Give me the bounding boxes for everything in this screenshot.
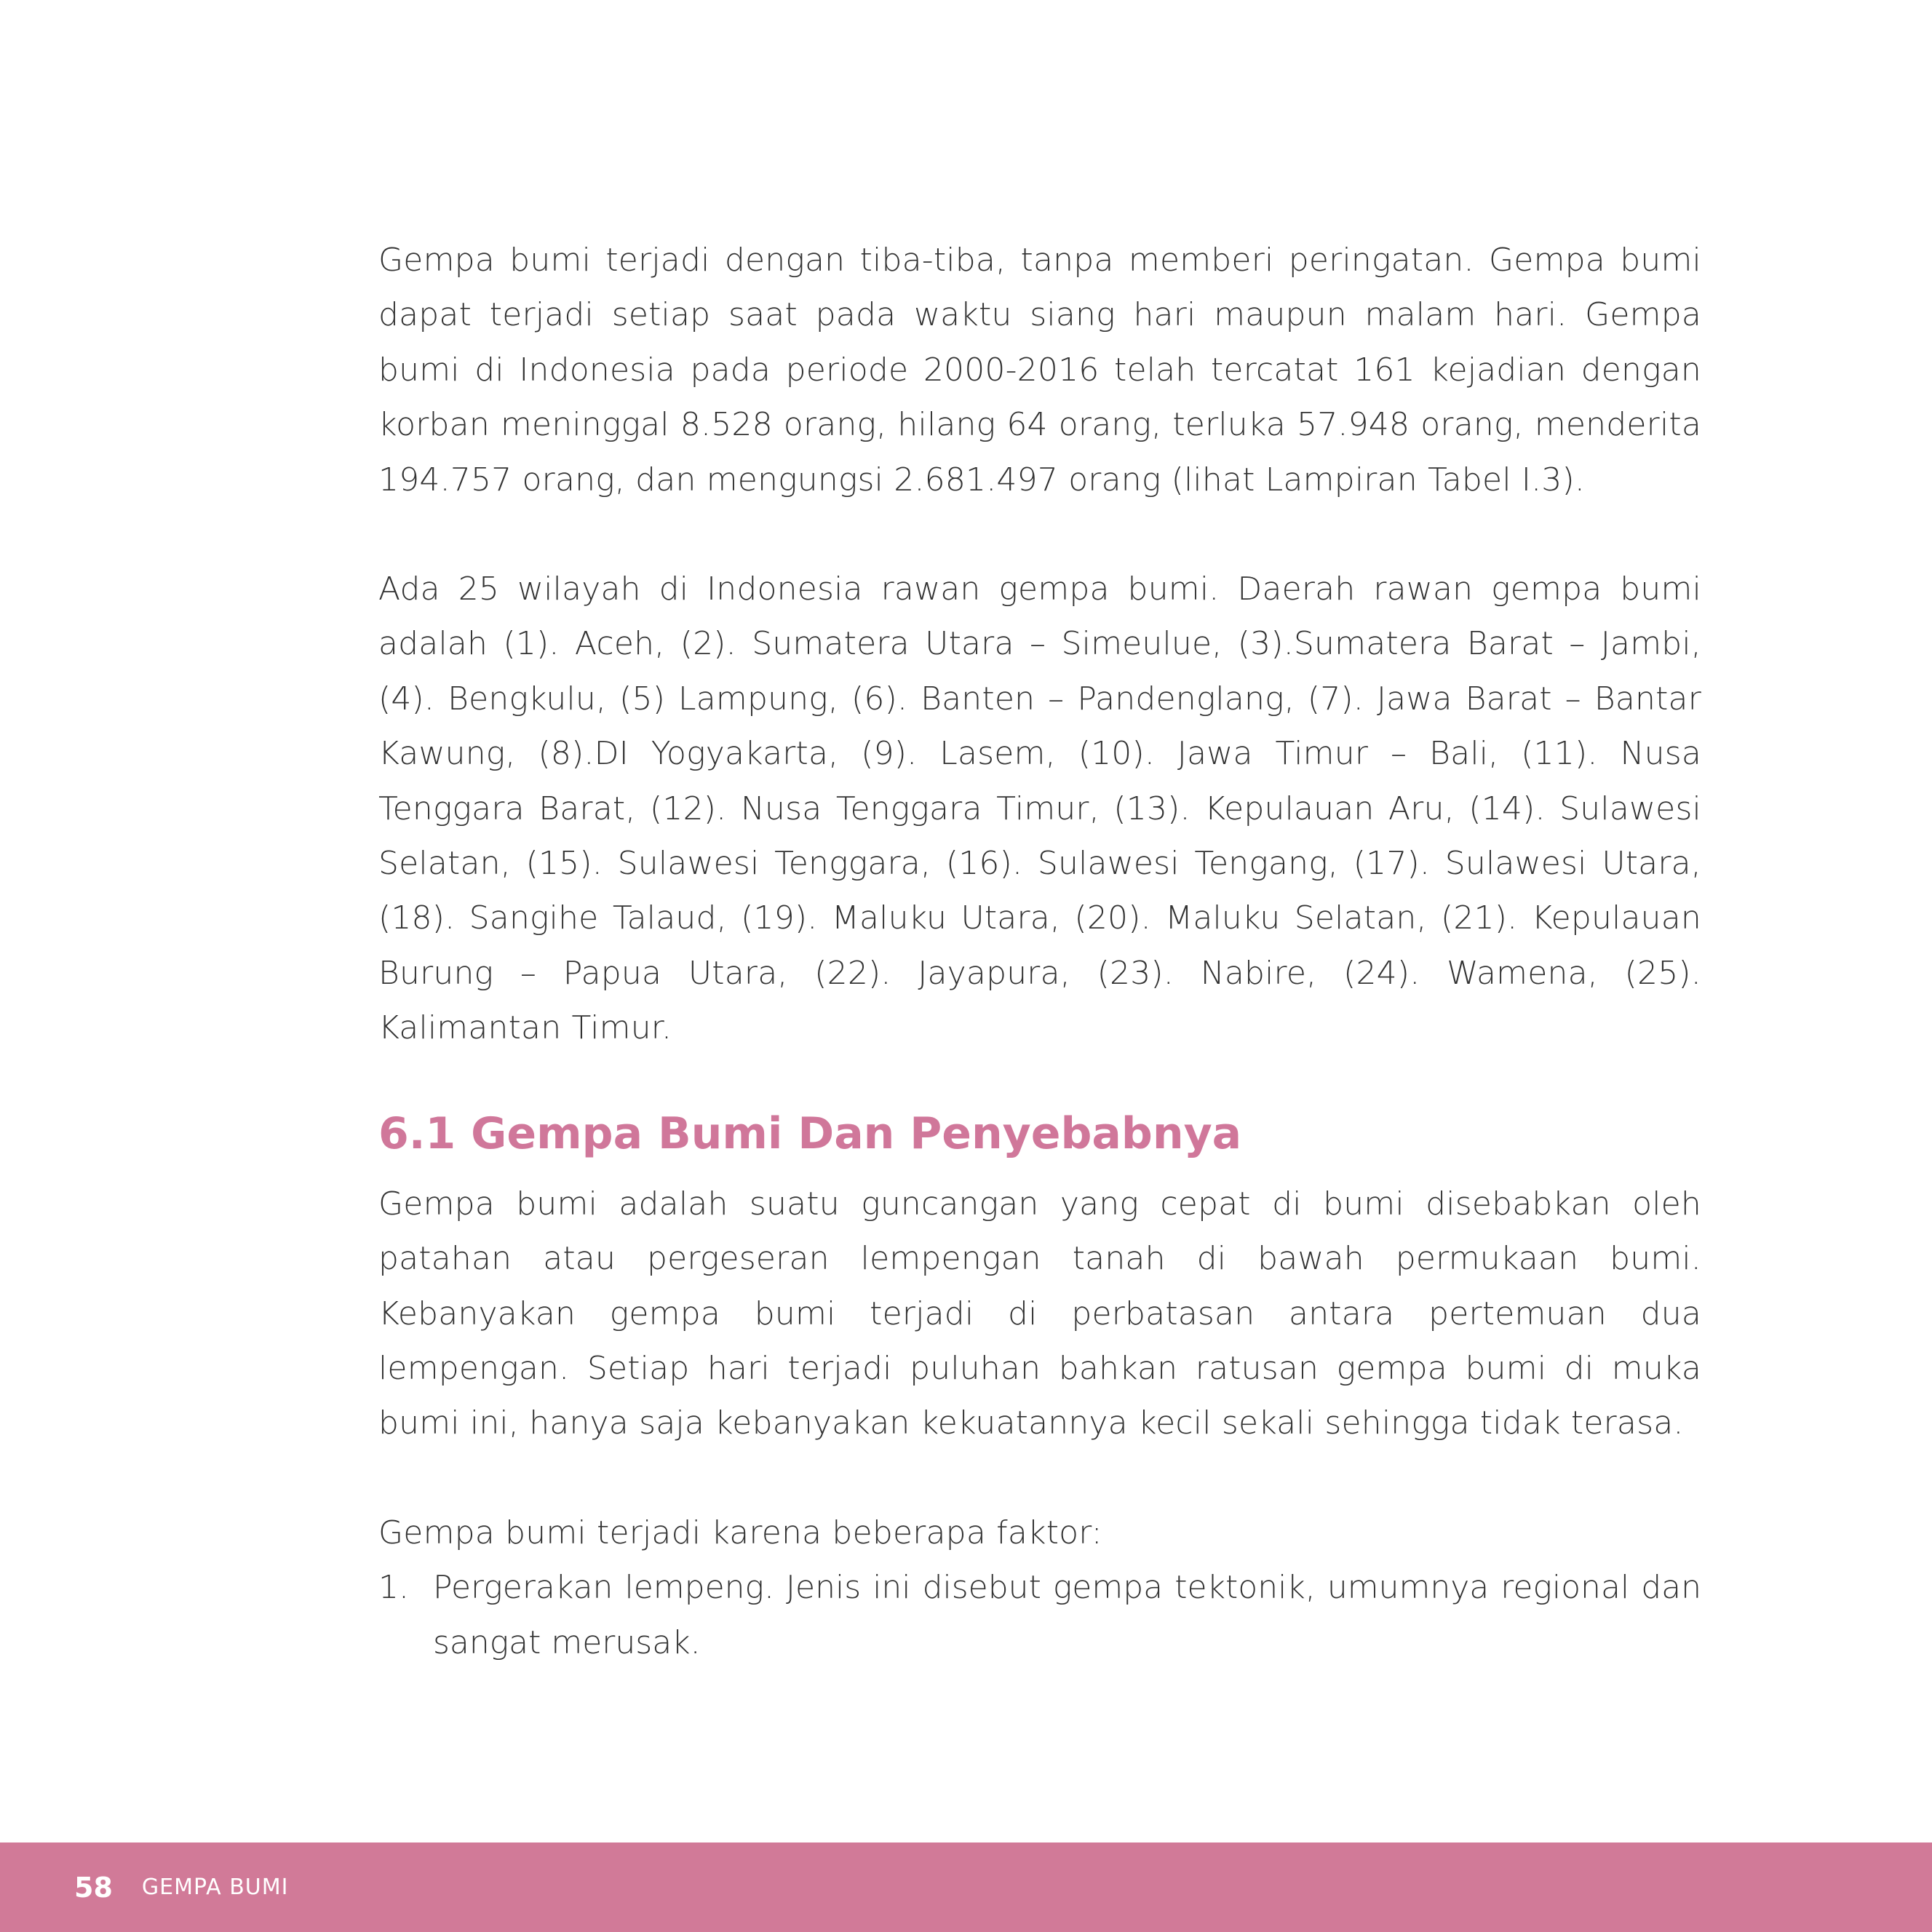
page-content	[378, 233, 1701, 1670]
list-intro: Gempa bumi terjadi karena beberapa faktor:	[378, 1514, 1102, 1551]
section-heading: 6.1 Gempa Bumi Dan Penyebabnya	[378, 1108, 1242, 1159]
list-item-number: 1.	[378, 1569, 409, 1607]
intro-paragraph-2: Ada 25 wilayah di Indonesia rawan gempa bumi. Daerah rawan gempa bumi adalah (1). Aceh, (2). Sumatera Utara – Simeulue, (3).Sumatera Barat – Jambi, (4). Bengkulu, (5) Lampung, (6). Banten – Pandenglang, (7). Jawa Barat – Bantar Kawung, (8).DI Yogyakarta, (9). Lasem, (10). Jawa Timur – Bali, (11). Nusa Tenggara Barat, (12). Nusa Tenggara Timur, (13). Kepulauan Aru, (14). Sulawesi Selatan, (15). Sulawesi Tenggara, (16). Sulawesi Tengang, (17). Sulawesi Utara, (18). Sangihe Talaud, (19). Maluku Utara, (20). Maluku Selatan, (21). Kepulauan Burung – Papua Utara, (22). Jayapura, (23). Nabire, (24). Wamena, (25). Kalimantan Timur.	[378, 571, 1701, 1047]
intro-paragraph-1: Gempa bumi terjadi dengan tiba-tiba, tanpa memberi peringatan. Gempa bumi dapat terjadi setiap saat pada waktu siang hari maupun malam hari. Gempa bumi di Indonesia pada periode 2000-2016 telah tercatat 161 kejadian dengan korban meninggal 8.528 orang, hilang 64 orang, terluka 57.948 orang, menderita 194.757 orang, dan mengungsi 2.681.497 orang (lihat Lampiran Tabel I.3).	[378, 242, 1701, 498]
factor-list	[378, 1560, 1701, 1670]
page-number: 58	[74, 1871, 113, 1904]
page-footer	[0, 1842, 1932, 1932]
list-item	[378, 1560, 1701, 1670]
list-item-text: Pergerakan lempeng. Jenis ini disebut gempa tektonik, umumnya regional dan sangat merusak.	[433, 1569, 1701, 1661]
footer-title: GEMPA BUMI	[141, 1875, 289, 1900]
section-paragraph: Gempa bumi adalah suatu guncangan yang cepat di bumi disebabkan oleh patahan atau pergeseran lempengan tanah di bawah permukaan bumi. Kebanyakan gempa bumi terjadi di perbatasan antara pertemuan dua lempengan. Setiap hari terjadi puluhan bahkan ratusan gempa bumi di muka bumi ini, hanya saja kebanyakan kekuatannya kecil sekali sehingga tidak terasa.	[378, 1185, 1701, 1442]
